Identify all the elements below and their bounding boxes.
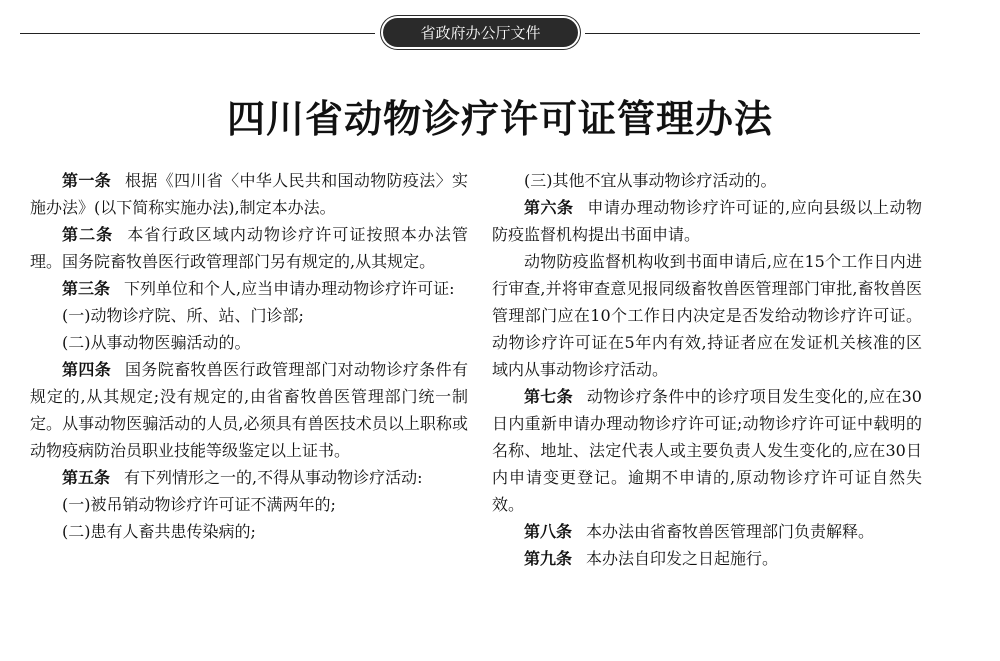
- article-text: 根据《四川省〈中华人民共和国动物防疫法〉实施办法》(以下简称实施办法),制定本办法。: [30, 171, 468, 217]
- header-rule-left: [20, 33, 375, 34]
- article-text: 本省行政区域内动物诊疗许可证按照本办法管理。国务院畜牧兽医行政管理部门另有规定的,从其规定。: [30, 225, 468, 271]
- list-item: (一)被吊销动物诊疗许可证不满两年的;: [62, 495, 336, 514]
- article-label: 第九条: [524, 549, 573, 568]
- document-title: 四川省动物诊疗许可证管理办法: [226, 97, 773, 141]
- header-badge: 省政府办公厅文件: [383, 18, 578, 47]
- article-label: 第二条: [62, 225, 114, 244]
- article-3: [30, 275, 468, 302]
- article-7: [492, 383, 922, 518]
- list-item: (一)动物诊疗院、所、站、门诊部;: [62, 306, 304, 325]
- article-label: 第八条: [524, 522, 573, 541]
- article-6: [492, 194, 922, 248]
- article-label: 第三条: [62, 279, 111, 298]
- article-2: [30, 221, 468, 275]
- header-rule-right: [585, 33, 920, 34]
- right-column: [492, 167, 922, 572]
- article-1: [30, 167, 468, 221]
- article-6-paragraph: 动物防疫监督机构收到书面申请后,应在15个工作日内进行审查,并将审查意见报同级畜牧兽医管理部门审批,畜牧兽医管理部门应在10个工作日内决定是否发给动物诊疗许可证。动物诊疗许可证在5年内有效,持证者应在发证机关核准的区域内从事动物诊疗活动。: [492, 252, 922, 379]
- article-text: 下列单位和个人,应当申请办理动物诊疗许可证:: [124, 279, 455, 298]
- article-text: 申请办理动物诊疗许可证的,应向县级以上动物防疫监督机构提出书面申请。: [492, 198, 922, 244]
- article-text: 有下列情形之一的,不得从事动物诊疗活动:: [124, 468, 423, 487]
- article-5: [30, 464, 468, 491]
- article-label: 第一条: [62, 171, 112, 190]
- article-label: 第六条: [524, 198, 574, 217]
- article-9: [492, 545, 922, 572]
- article-4: [30, 356, 468, 464]
- article-label: 第七条: [524, 387, 573, 406]
- article-text: 动物诊疗条件中的诊疗项目发生变化的,应在30日内重新申请办理动物诊疗许可证;动物诊疗许可证中载明的名称、地址、法定代表人或主要负责人发生变化的,应在30日内申请变更登记。逾期不申请的,原动物诊疗许可证自然失效。: [492, 387, 922, 514]
- article-8: [492, 518, 922, 545]
- article-label: 第四条: [62, 360, 112, 379]
- article-text: 本办法由省畜牧兽医管理部门负责解释。: [586, 522, 875, 541]
- article-text: 国务院畜牧兽医行政管理部门对动物诊疗条件有规定的,从其规定;没有规定的,由省畜牧兽医管理部门统一制定。从事动物医骟活动的人员,必须具有兽医技术员以上职称或动物疫病防治员职业技能等级鉴定以上证书。: [30, 360, 468, 460]
- list-item: (三)其他不宜从事动物诊疗活动的。: [524, 171, 777, 190]
- list-item: (二)患有人畜共患传染病的;: [62, 522, 256, 541]
- left-column: [30, 167, 468, 545]
- list-item: (二)从事动物医骟活动的。: [62, 333, 251, 352]
- article-label: 第五条: [62, 468, 111, 487]
- article-text: 本办法自印发之日起施行。: [586, 549, 779, 568]
